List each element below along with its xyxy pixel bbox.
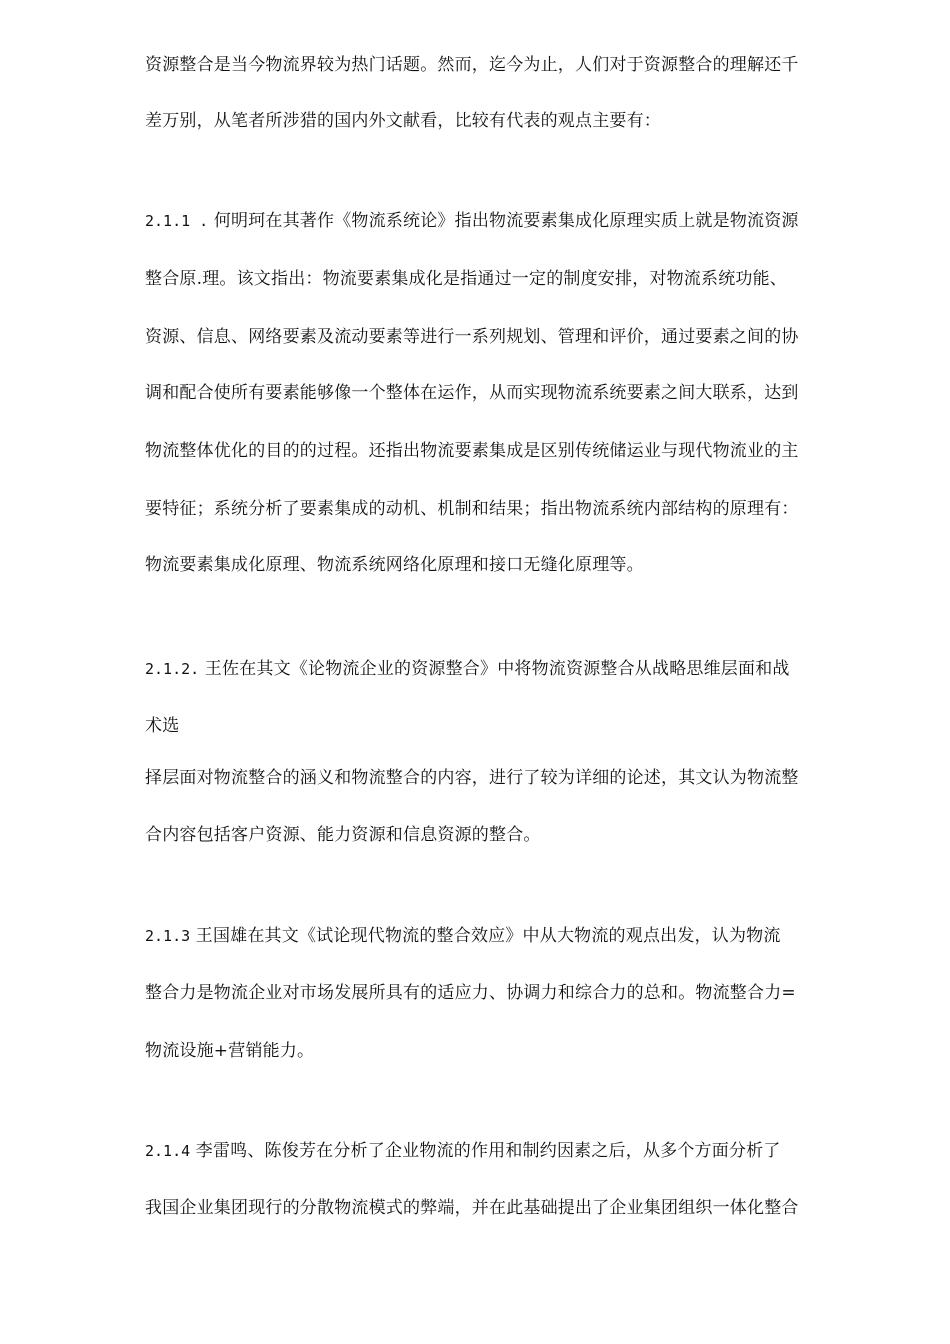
section-2-1-4-line-2: 我国企业集团现行的分散物流模式的弊端，并在此基础提出了企业集团组织一体化整合 — [145, 1198, 799, 1218]
paragraph-text: 王国雄在其文《试论现代物流的整合效应》中从大物流的观点出发，认为物流 — [190, 926, 781, 946]
intro-line-2: 差万别，从笔者所涉猎的国内外文献看，比较有代表的观点主要有： — [145, 111, 661, 131]
section-2-1-3-line-1 — [145, 924, 880, 948]
section-2-1-1-line-3: 资源、信息、网络要素及流动要素等进行一系列规划、管理和评价，通过要素之间的协 — [145, 327, 799, 347]
section-2-1-1-line-1 — [145, 209, 880, 233]
section-number: 2.1.3 — [145, 927, 191, 945]
section-2-1-4-line-1 — [145, 1139, 880, 1163]
section-2-1-2-line-2: 术选 — [145, 716, 180, 736]
section-2-1-2-line-1 — [145, 657, 880, 681]
section-number: 2.1.1 . — [145, 212, 209, 230]
section-2-1-2-line-3: 择层面对物流整合的涵义和物流整合的内容，进行了较为详细的论述，其文认为物流整 — [145, 768, 799, 788]
section-2-1-1-line-5: 物流整体优化的目的的过程。还指出物流要素集成是区别传统储运业与现代物流业的主 — [145, 441, 799, 461]
section-2-1-1-line-6: 要特征；系统分析了要素集成的动机、机制和结果；指出物流系统内部结构的原理有： — [145, 499, 799, 519]
intro-line-1: 资源整合是当今物流界较为热门话题。然而，迄今为止，人们对于资源整合的理解还千 — [145, 55, 799, 75]
section-2-1-1-line-7: 物流要素集成化原理、物流系统网络化原理和接口无缝化原理等。 — [145, 555, 644, 575]
section-number: 2.1.4 — [145, 1142, 191, 1160]
section-2-1-3-line-2: 整合力是物流企业对市场发展所具有的适应力、协调力和综合力的总和。物流整合力= — [145, 983, 796, 1003]
section-2-1-2-line-4: 合内容包括客户资源、能力资源和信息资源的整合。 — [145, 825, 541, 845]
section-2-1-1-line-4: 调和配合使所有要素能够像一个整体在运作，从而实现物流系统要素之间大联系，达到 — [145, 383, 799, 403]
section-2-1-3-line-3: 物流设施+营销能力。 — [145, 1041, 315, 1061]
paragraph-text: 王佐在其文《论物流企业的资源整合》中将物流资源整合从战略思维层面和战 — [199, 659, 790, 679]
paragraph-text: 何明珂在其著作《物流系统论》指出物流要素集成化原理实质上就是物流资源 — [208, 211, 799, 231]
section-number: 2.1.2. — [145, 660, 200, 678]
section-2-1-1-line-2: 整合原.理。该文指出：物流要素集成化是指通过一定的制度安排，对物流系统功能、 — [145, 269, 788, 289]
paragraph-text: 李雷鸣、陈俊芳在分析了企业物流的作用和制约因素之后，从多个方面分析了 — [190, 1141, 781, 1161]
